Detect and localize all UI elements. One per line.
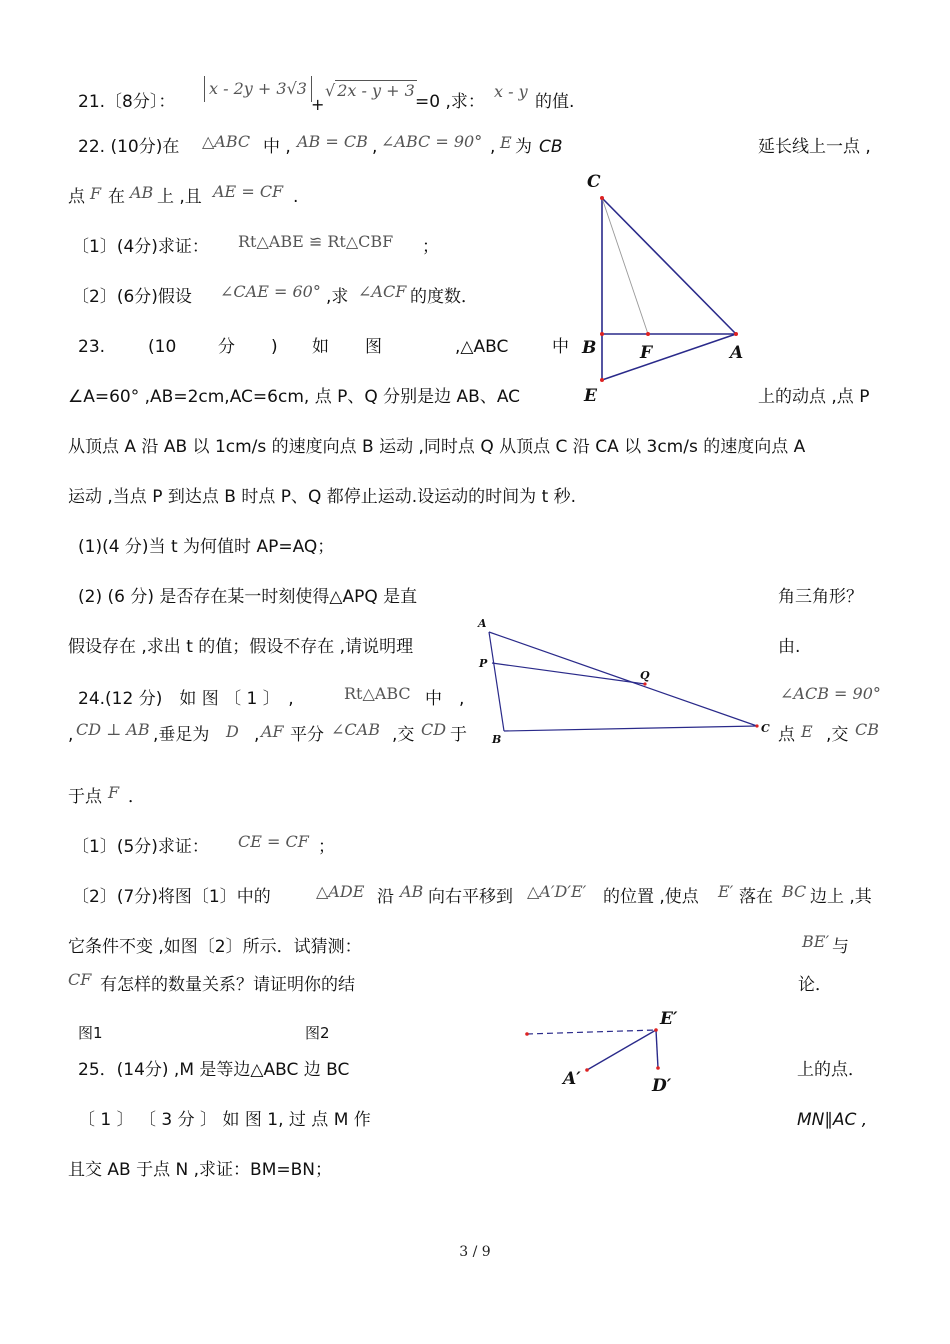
q24-fig1-caption: 图1: [78, 1024, 103, 1042]
q23-line2b: 上的动点 ,点 P: [758, 387, 870, 407]
q23-p2c: 假设存在 ,求出 t 的值；假设不存在 ,请说明理: [68, 637, 414, 657]
q24-cb: CB: [855, 720, 879, 739]
q24-p2-label: 〔2〕(7分)将图〔1〕中的: [72, 887, 271, 907]
q22-p1-label: 〔1〕(4分)求证：: [72, 237, 209, 257]
q24-line-a2-e2: [587, 1030, 656, 1070]
q24-zhong: 中 ,: [425, 689, 465, 709]
q24-bisect: 平分: [290, 725, 324, 745]
q22-zhong: 中 ,: [263, 137, 291, 157]
q23-p2d: 由.: [778, 637, 801, 657]
q24-dot-left: [525, 1032, 529, 1036]
q24-line3b: ．: [128, 787, 145, 807]
q23-p2a: (2) (6 分) 是否存在某一时刻使得△APQ 是直: [78, 587, 418, 607]
q24-cd-perp-ab: CD ⊥ AB: [76, 720, 150, 739]
q22-point: 点: [68, 187, 85, 207]
q24-foot: ,垂足为: [153, 725, 210, 745]
q23-p1: (1)(4 分)当 t 为何值时 AP=AQ；: [78, 537, 335, 557]
q24-label-d2: D′: [652, 1076, 672, 1096]
q23-head-2: (10: [148, 337, 177, 357]
q24-d: D: [226, 722, 239, 741]
q24-lands: 落在: [739, 887, 773, 907]
q24-p1-end: ；: [318, 837, 335, 857]
q24-angle-acb: ∠ACB = 90°: [780, 684, 881, 703]
q24-line-e2-d2: [656, 1030, 658, 1068]
q22-end: .: [293, 187, 299, 207]
q25-line2a: 〔 1 〕 〔 3 分 〕 如 图 1, 过 点 M 作: [78, 1110, 371, 1130]
q24-dot-a2: [585, 1068, 589, 1072]
q24-ab: AB: [400, 882, 424, 901]
q23-label-c: C: [761, 722, 770, 735]
q24-cf: CF: [68, 970, 92, 989]
q23-head-6: 图: [365, 337, 382, 357]
q24-fig2-caption: 图2: [305, 1024, 330, 1042]
q22-is-on: 为: [515, 137, 532, 157]
q23-head-1: 23.: [78, 337, 106, 357]
q22-ext: 延长线上一点 ,: [758, 137, 871, 157]
q24-e: E: [801, 722, 813, 741]
q22-ab: AB: [130, 183, 154, 202]
q22-p2-label: 〔2〕(6分)假设: [72, 287, 192, 307]
q24-tri-ade: △ADE: [316, 882, 365, 901]
q23-head-3: 分: [218, 337, 235, 357]
q25-line1a: 25．(14分) ,M 是等边△ABC 边 BC: [78, 1060, 350, 1080]
q24-e2: E′: [718, 882, 734, 901]
q22-label-b: B: [582, 338, 597, 358]
q22-p2-mid: ,求: [326, 287, 349, 307]
q25-line2b: MN∥AC ,: [797, 1110, 868, 1130]
q21-sqrt: √ 2x - y + 3: [325, 81, 415, 100]
q25-line1b: 上的点．: [797, 1060, 865, 1080]
q22-label-a: A: [730, 343, 744, 363]
q24-label-e2: E′: [660, 1009, 678, 1029]
q24-point-e-pre: 点: [778, 725, 795, 745]
q24-dot-e2: [654, 1028, 658, 1032]
q22-intro: 22. (10分)在: [78, 137, 180, 157]
q24-p1-expr: CE = CF: [238, 832, 309, 851]
q22-p2-angle: ∠CAE = 60°: [220, 282, 321, 301]
q24-cab: ∠CAB: [331, 720, 380, 739]
q23-line4: 运动 ,当点 P 到达点 B 时点 P、Q 都停止运动.设运动的时间为 t 秒.: [68, 487, 577, 507]
q23-head-8: 中: [552, 337, 569, 357]
q24-shift: 向右平移到: [428, 887, 513, 907]
q24-tri-ade2: △A′D′E′: [527, 882, 587, 901]
q21-sqrt-expr: 2x - y + 3: [337, 81, 415, 100]
q24-bc: BC: [782, 882, 807, 901]
q22-e: E: [500, 133, 512, 152]
q24-along: 沿: [377, 887, 394, 907]
q22-on: 在: [108, 187, 125, 207]
q23-line2a: ∠A=60° ,AB=2cm,AC=6cm, 点 P、Q 分别是边 AB、AC: [68, 387, 521, 407]
q24-yu: 于: [450, 725, 467, 745]
q24-line3a: 于点: [68, 787, 102, 807]
q22-p1-end: ；: [422, 237, 439, 257]
q24-be2: BE′: [802, 932, 830, 951]
q24-af: AF: [261, 722, 284, 741]
q24-rt-abc: Rt△ABC: [344, 684, 411, 703]
q24-intersect: ,交: [392, 725, 415, 745]
q23-head-5: 如: [312, 337, 329, 357]
q24-p1-label: 〔1〕(5分)求证：: [72, 837, 209, 857]
q21-tail: 的值.: [535, 92, 575, 112]
q22-p2-acf: ∠ACF: [358, 282, 407, 301]
q22-label-e: E: [584, 386, 597, 406]
q24-label-a2: A′: [563, 1069, 581, 1089]
q21-plus: +: [311, 95, 325, 114]
q24-edge: 边上 ,其: [810, 887, 872, 907]
q22-cb: CB: [539, 137, 563, 157]
page-number: 3 / 9: [459, 1244, 491, 1260]
q24-intro: 24.(12 分) 如 图 〔 1 〕 ,: [78, 689, 294, 709]
q22-ae-cf: AE = CF: [213, 182, 284, 201]
q24-lun: 论．: [798, 975, 832, 995]
q23-p2b: 角三角形？: [778, 587, 863, 607]
q23-label-p: P: [479, 657, 488, 670]
q24-comma: ,: [68, 725, 74, 745]
q23-label-a: A: [478, 617, 487, 630]
q24-c2: ,: [254, 725, 260, 745]
q21-xy: x - y: [494, 82, 528, 101]
q22-sep2: ,: [490, 137, 496, 157]
q21-abs-expr: x - 2y + 3√3: [204, 76, 312, 102]
q24-f: F: [108, 783, 120, 802]
q23-head-7: ,△ABC: [455, 337, 509, 357]
q24-relation: 有怎样的数量关系？请证明你的结: [100, 975, 355, 995]
q24-pos: 的位置 ,使点: [603, 887, 699, 907]
q22-tri-abc: △ABC: [202, 132, 251, 151]
q21-eq: =0 ,求：: [415, 92, 485, 112]
q24-line-other: 它条件不变 ,如图〔2〕所示．试猜测：: [68, 937, 362, 957]
q24-dot-d2: [656, 1066, 660, 1070]
q23-label-b: B: [492, 733, 502, 746]
q23-label-q: Q: [640, 669, 650, 682]
q22-label-c: C: [587, 172, 601, 192]
q22-angle-abc: ∠ABC = 90°: [381, 132, 483, 151]
q24-jiao: ,交: [826, 725, 849, 745]
q22-label-f: F: [640, 343, 653, 363]
q22-f: F: [90, 184, 102, 203]
q24-cd: CD: [421, 720, 447, 739]
q24-dashed-line: [527, 1030, 656, 1034]
q23-line3: 从顶点 A 沿 AB 以 1cm/s 的速度向点 B 运动 ,同时点 Q 从顶点 C 沿 CA 以 3cm/s 的速度向点 A: [68, 437, 806, 457]
q22-p2-end: 的度数．: [410, 287, 478, 307]
q22-ab-cb: AB = CB: [297, 132, 368, 151]
q22-p1-expr: Rt△ABE ≌ Rt△CBF: [238, 232, 394, 251]
q23-head-4: ): [271, 337, 278, 357]
q22-and: 上 ,且: [157, 187, 202, 207]
q21-label: 21.〔8分〕：: [78, 92, 176, 112]
q25-line3: 且交 AB 于点 N ,求证：BM=BN；: [68, 1160, 332, 1180]
q24-with: 与: [832, 937, 849, 957]
q22-sep1: ,: [372, 137, 378, 157]
